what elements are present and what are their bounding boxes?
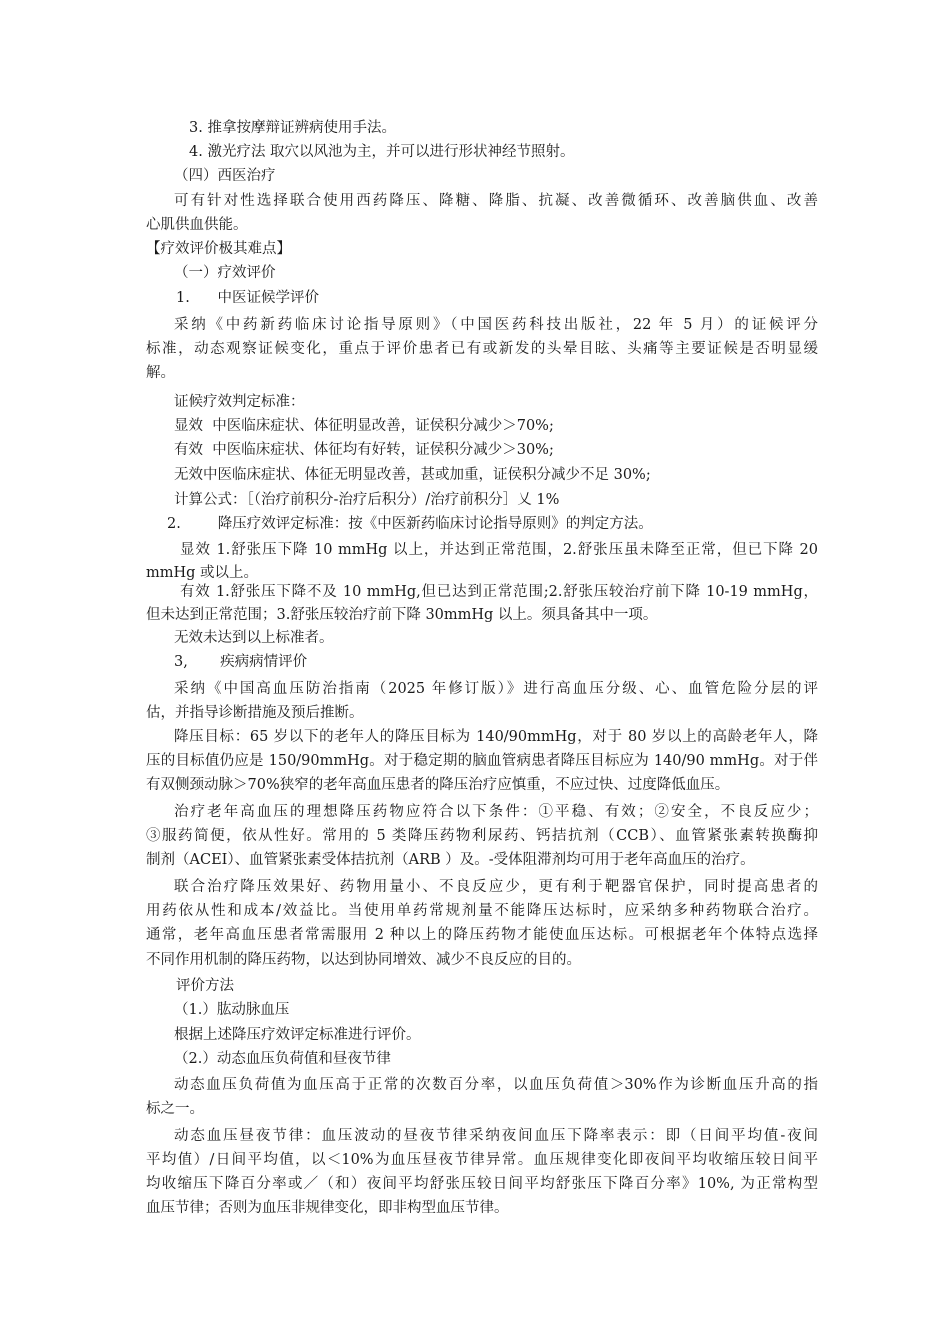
formula-line: 计算公式：［（治疗前积分-治疗后积分）/治疗前积分］乂 1% [174, 492, 560, 508]
section-heading: （一）疗效评价 [174, 265, 276, 281]
text-line: 显效 1.舒张压下降 10 mmHg 以上，并达到正常范围，2.舒张压虽未降至正常，但已下降 20 [180, 542, 818, 558]
text-line: 无效未达到以上标准者。 [174, 630, 334, 646]
text-line: 平均值）/日间平均值，以＜10%为血压昼夜节律异常。血压规律变化即夜间平均收缩压较日间平 [146, 1152, 818, 1168]
text-line: 联合治疗降压效果好、药物用量小、不良反应少，更有利于靶器官保护，同时提高患者的 [174, 879, 818, 895]
text-line: 采纳《中国高血压防治指南（2025 年修订版）》进行高血压分级、心、血管危险分层的评 [174, 681, 818, 697]
text-line: 但未达到正常范围；3.舒张压较治疗前下降 30mmHg 以上。须具备其中一项。 [146, 607, 658, 623]
text-line: mmHg 或以上。 [146, 565, 259, 581]
text-line: 标准，动态观察证候变化，重点于评价患者已有或新发的头晕目眩、头痛等主要证候是否明显缓 [146, 341, 818, 357]
text-line: 显效 中医临床症状、体征明显改善，证侯积分减少＞70%; [174, 418, 554, 434]
text-line: 制剂（ACEI）、血管紧张素受体拮抗剂（ARB ）及。-受体阻滞剂均可用于老年高血压的治疗。 [146, 852, 755, 868]
text-line: 可有针对性选择联合使用西药降压、降糖、降脂、抗凝、改善微循环、改善脑供血、改善 [174, 193, 818, 209]
section-heading: 2. 降压疗效评定标准：按《中医新药临床讨论指导原则》的判定方法。 [167, 516, 653, 532]
text-line: 不同作用机制的降压药物，以达到协同增效、减少不良反应的目的。 [146, 952, 581, 968]
text-line: 用药依从性和成本/效益比。当使用单药常规剂量不能降压达标时，应采纳多种药物联合治疗。 [146, 903, 818, 919]
section-heading: （1.）肱动脉血压 [174, 1002, 290, 1018]
text-line: 无效中医临床症状、体征无明显改善，甚或加重，证侯积分减少不足 30%; [174, 467, 651, 483]
text-line: 心肌供血供能。 [146, 217, 248, 233]
section-heading: 1. 中医证候学评价 [176, 290, 319, 306]
text-line: 4. 激光疗法 取穴以风池为主，并可以进行形状神经节照射。 [189, 144, 575, 160]
text-line: 采纳《中药新药临床讨论指导原则》（中国医药科技出版社，22 年 5 月）的证候评分 [174, 317, 818, 333]
text-line: 有双侧颈动脉＞70%狭窄的老年高血压患者的降压治疗应慎重，不应过快、过度降低血压。 [146, 777, 730, 793]
text-line: 治疗老年高血压的理想降压药物应符合以下条件：①平稳、有效；②安全，不良反应少； [174, 804, 818, 820]
text-line: 动态血压昼夜节律：血压波动的昼夜节律采纳夜间血压下降率表示：即（日间平均值-夜间 [174, 1128, 818, 1144]
text-line: 有效 1.舒张压下降不及 10 mmHg,但已达到正常范围;2.舒张压较治疗前下降 10-19 mmHg， [180, 584, 818, 600]
text-line: 通常，老年高血压患者常需服用 2 种以上的降压药物才能使血压达标。可根据老年个体特点选择 [146, 927, 818, 943]
section-heading: 评价方法 [176, 978, 234, 994]
text-line: ③服药简便，依从性好。常用的 5 类降压药物利尿药、钙拮抗剂（CCB）、血管紧张素转换酶抑 [146, 828, 818, 844]
text-line: 根据上述降压疗效评定标准进行评价。 [174, 1027, 421, 1043]
text-line: 血压节律；否则为血压非规律变化，即非构型血压节律。 [146, 1200, 509, 1216]
text-line: 均收缩压下降百分率或／（和）夜间平均舒张压较日间平均舒张压下降百分率》10%, 为正常构型 [146, 1176, 818, 1192]
section-heading: （2.）动态血压负荷值和昼夜节律 [174, 1051, 391, 1067]
text-line: 估，并指导诊断措施及预后推断。 [146, 705, 364, 721]
text-line: 有效 中医临床症状、体征均有好转，证侯积分减少＞30%; [174, 442, 554, 458]
section-heading: （四）西医治疗 [174, 168, 276, 184]
section-heading: 【疗效评价极其难点】 [146, 241, 291, 257]
text-line: 解。 [146, 365, 175, 381]
section-heading: 3, 疾病病情评价 [174, 654, 308, 670]
text-line: 3. 推拿按摩辩证辨病使用手法。 [189, 120, 396, 136]
text-line: 降压目标：65 岁以下的老年人的降压目标为 140/90mmHg，对于 80 岁以上的高龄老年人，降 [174, 729, 818, 745]
text-line: 标之一。 [146, 1101, 204, 1117]
text-line: 证候疗效判定标准： [174, 394, 305, 410]
text-line: 压的目标值仍应是 150/90mmHg。对于稳定期的脑血管病患者降压目标应为 140/90 mmHg。对于伴 [146, 753, 818, 769]
text-line: 动态血压负荷值为血压高于正常的次数百分率，以血压负荷值＞30%作为诊断血压升高的指 [174, 1077, 818, 1093]
